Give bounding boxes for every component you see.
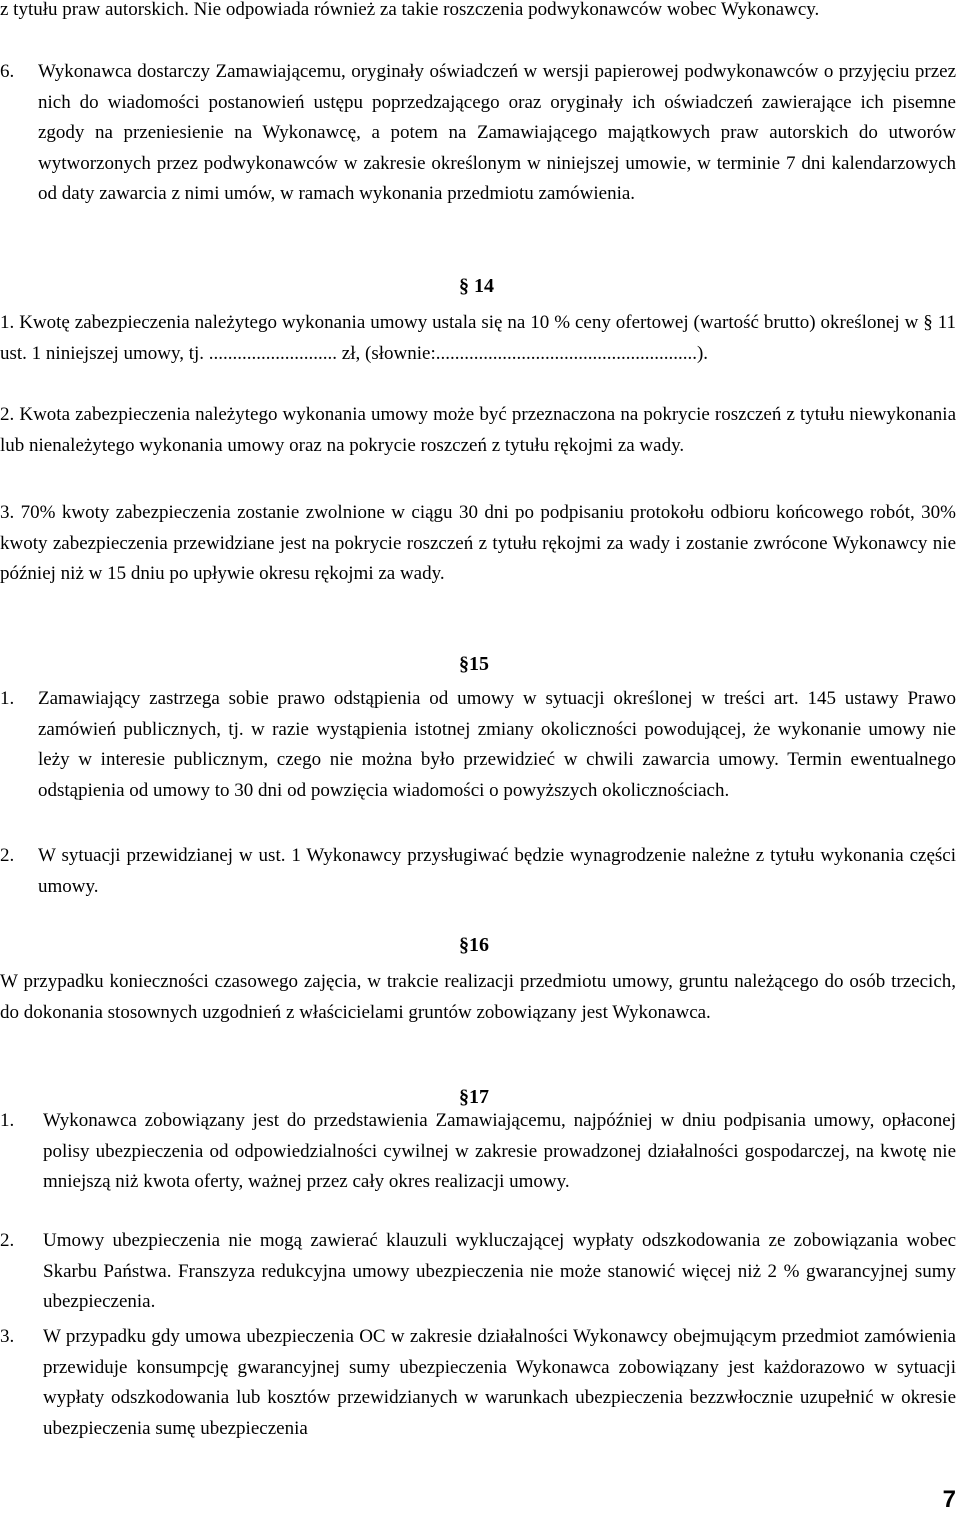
paragraph: W przypadku konieczności czasowego zajęcia, w trakcie realizacji przedmiotu umowy, gruntu należącego do osób trzecich, do dokonania stosownych uzgodnień z właścicielami gruntów zobowiązany jest Wykonawca. — [0, 971, 956, 1023]
list-item — [0, 684, 956, 806]
list-item — [0, 57, 956, 210]
item-text: Kwotę zabezpieczenia należytego wykonania umowy ustala się na 10 % ceny ofertowej (wartość brutto) określonej w § 11 ust. 1 niniejszej umowy, tj. ........................... zł, (słownie:.......................................................). — [0, 312, 956, 364]
section-heading-15: §15 — [459, 653, 489, 675]
item-text: W przypadku gdy umowa ubezpieczenia OC w zakresie działalności Wykonawcy obejmującym przedmiot zamówienia przewiduje konsumpcję gwarancyjnej sumy ubezpieczenia Wykonawca zobowiązany jest każdorazowo w sytuacji wypłaty odszkodowania lub kosztów przewidzianych w warunkach ubezpieczenia bezzwłocznie uzupełnić w okresie ubezpieczenia sumę ubezpieczenia — [43, 1326, 956, 1439]
item-text: Kwota zabezpieczenia należytego wykonania umowy może być przeznaczona na pokrycie roszczeń z tytułu niewykonania lub nienależytego wykonania umowy oraz na pokrycie roszczeń z tytułu rękojmi za wady. — [0, 404, 957, 456]
list-item — [0, 498, 956, 590]
carryover-paragraph: z tytułu praw autorskich. Nie odpowiada również za takie roszczenia podwykonawców wobec Wykonawcy. — [0, 0, 820, 20]
item-number: 2. — [0, 845, 15, 866]
item-number: 2. — [0, 404, 15, 425]
item-number: 1. — [0, 688, 15, 709]
page-number: 7 — [942, 1486, 956, 1513]
list-item — [0, 308, 956, 369]
item-text: 70% kwoty zabezpieczenia zostanie zwolnione w ciągu 30 dni po podpisaniu protokołu odbioru końcowego robót, 30% kwoty zabezpieczenia przewidziane jest na pokrycie roszczeń z tytułu rękojmi za wady i zostanie zwrócone Wykonawcy nie później niż w 15 dniu po upływie okresu rękojmi za wady. — [0, 502, 956, 585]
section-heading-17: §17 — [459, 1086, 489, 1108]
item-number: 3. — [0, 1326, 15, 1347]
list-item — [0, 1322, 956, 1444]
item-text: Wykonawca dostarczy Zamawiającemu, oryginały oświadczeń w wersji papierowej podwykonawców o przyjęciu przez nich do wiadomości postanowień ustępu poprzedzającego oraz oryginały ich oświadczeń zawierające ich pisemne zgody na przeniesienie na Wykonawcę, a potem na Zamawiającego majątkowych praw autorskich do utworów wytworzonych przez podwykonawców w zakresie określonym w niniejszej umowie, w terminie 7 dni kalendarzowych od daty zawarcia z nimi umów, w ramach wykonania przedmiotu zamówienia. — [38, 61, 956, 205]
item-text: Zamawiający zastrzega sobie prawo odstąpienia od umowy w sytuacji określonej w treści art. 145 ustawy Prawo zamówień publicznych, tj. w razie wystąpienia istotnej zmiany okoliczności powodującej, że wykonanie umowy nie leży w interesie publicznym, czego nie można było przewidzieć w chwili zawarcia umowy. Termin ewentualnego odstąpienia od umowy to 30 dni od powzięcia wiadomości o powyższych okolicznościach. — [38, 688, 956, 801]
item-number: 3. — [0, 502, 15, 523]
list-item — [0, 400, 956, 461]
list-item — [0, 1106, 956, 1198]
item-text: Wykonawca zobowiązany jest do przedstawienia Zamawiającemu, najpóźniej w dniu podpisania umowy, opłaconej polisy ubezpieczenia od odpowiedzialności cywilnej w zakresie prowadzonej działalności gospodarczej, na kwotę nie mniejszą niż kwota oferty, ważnej przez cały okres realizacji umowy. — [43, 1110, 956, 1193]
list-item — [0, 1226, 956, 1318]
item-number: 6. — [0, 61, 15, 82]
section-heading-14: § 14 — [459, 275, 494, 297]
item-number: 1. — [0, 1110, 15, 1131]
item-text: Umowy ubezpieczenia nie mogą zawierać klauzuli wykluczającej wypłaty odszkodowania ze zobowiązania wobec Skarbu Państwa. Franszyza redukcyjna umowy ubezpieczenia nie może stanowić więcej niż 2 % gwarancyjnej sumy ubezpieczenia. — [43, 1230, 956, 1313]
item-number: 2. — [0, 1230, 15, 1251]
item-number: 1. — [0, 312, 15, 333]
section-heading-16: §16 — [459, 934, 489, 956]
item-text: W sytuacji przewidzianej w ust. 1 Wykonawcy przysługiwać będzie wynagrodzenie należne z tytułu wykonania części umowy. — [38, 845, 956, 897]
list-item — [0, 841, 956, 902]
